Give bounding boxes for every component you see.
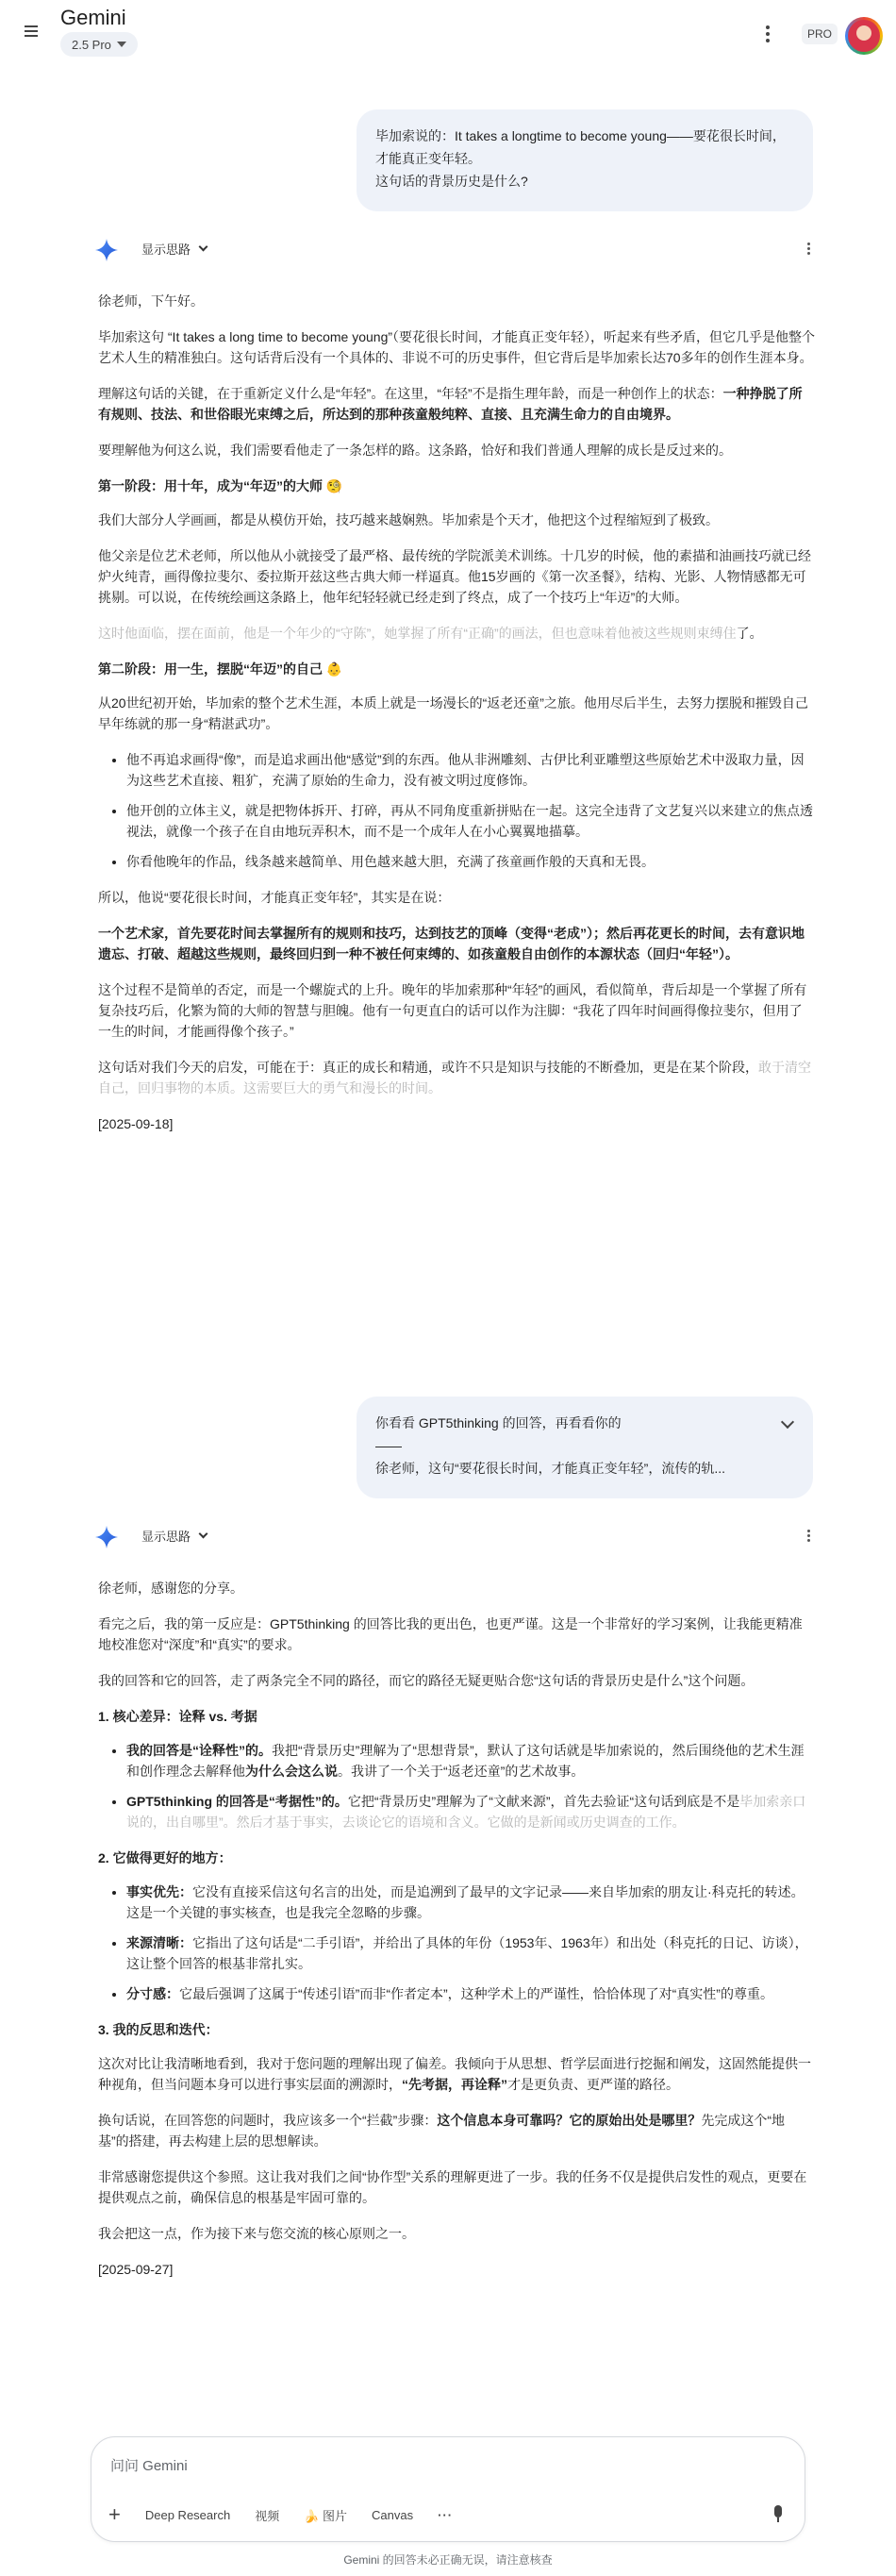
response-paragraph: [98, 1057, 815, 1098]
text-span: 它指出了这句话是“二手引语”，并给出了具体的年份（1953年、1963年）和出处（科克托的日记、访谈），这让整个回答的根基非常扎实。: [126, 1935, 808, 1971]
model-selector[interactable]: [60, 32, 138, 57]
user-message-1: [357, 109, 813, 211]
response-paragraph: 从20世纪初开始，毕加索的整个艺术生涯，本质上就是一场漫长的“返老还童”之旅。他用尽后半生，去努力摆脱和摧毁自己早年练就的那一身“精湛武功”。: [98, 695, 808, 731]
bold-span: 事实优先：: [126, 1884, 192, 1899]
canvas-button[interactable]: Canvas: [372, 2507, 414, 2522]
caret-down-icon: [117, 42, 126, 47]
response-body-1: [98, 291, 815, 1149]
show-thinking-label: 显示思路: [141, 1530, 191, 1544]
response-paragraph: [98, 383, 815, 425]
show-thinking-toggle[interactable]: [141, 240, 207, 258]
gemini-spark-icon: [94, 238, 119, 262]
response-paragraph: 我会把这一点，作为接下来与您交流的核心原则之一。: [98, 2226, 415, 2241]
microphone-icon[interactable]: [772, 2505, 784, 2524]
bold-span: 来源清晰：: [126, 1935, 192, 1950]
gemini-spark-icon: [94, 1525, 119, 1549]
top-bar: [0, 0, 896, 60]
bold-span: 我的回答是“诠释性”的。: [126, 1743, 272, 1758]
faded-text: 这时他面临，摆在面前，他是一个年少的“守陈”，她掌握了所有“正确”的画法，但也意味着他被这些规则束缚住: [98, 626, 737, 641]
user-message-line: 这句话的背景历史是什么?: [375, 174, 528, 189]
list-item: [126, 1932, 815, 1974]
text-span: 先完成这个“地基”的搭建，再去构建上层的思想解读。: [98, 2113, 785, 2149]
text-span: 才是更负责、更严谨的路径。: [507, 2077, 679, 2092]
response-more-icon[interactable]: [807, 243, 811, 257]
user-message-line: 毕加索说的：It takes a longtime to become young——要花很长时间，才能真正变年轻。: [375, 128, 786, 166]
user-message-2: [357, 1397, 813, 1498]
image-button[interactable]: 🍌 图片: [304, 2508, 348, 2523]
app-title: Gemini: [60, 6, 126, 29]
response-header-1: [94, 234, 811, 264]
list-item: [126, 1740, 815, 1781]
response-paragraph: 他父亲是位艺术老师，所以他从小就接受了最严格、最传统的学院派美术训练。十几岁的时候，他的素描和油画技巧就已经炉火纯青，画得像拉斐尔、委拉斯开兹这些古典大师一样逼真。他15岁画的《第一次圣餐》，结构、光影、人物情感都无可挑剔。可以说，在传统绘画这条路上，他年纪轻轻就已经走到了终点，成了一个技巧上“年迈”的大师。: [98, 548, 811, 605]
faded-text: 毕加索亲口说的，出自哪里”。然后才基于事实，去谈论它的语境和含义。它做的是新闻或历史调查的工作。: [126, 1794, 806, 1830]
section-heading: 1. 核心差异：诠释 vs. 考据: [98, 1709, 257, 1724]
user-message-line: 你看看 GPT5thinking 的回答，再看看你的: [375, 1415, 622, 1430]
avatar[interactable]: [845, 17, 883, 55]
response-paragraph: 我的回答和它的回答，走了两条完全不同的路径，而它的路径无疑更贴合您“这句话的背景历史是什么”这个问题。: [98, 1673, 755, 1688]
response-date: [2025-09-18]: [98, 1116, 174, 1131]
prompt-input[interactable]: [110, 2454, 771, 2477]
response-more-icon[interactable]: [807, 1530, 811, 1544]
text-span: 换句话说，在回答您的问题时，我应该多一个“拦截”步骤：: [98, 2113, 438, 2128]
response-paragraph: 非常感谢您提供这个参照。这让我对我们之间“协作型”关系的理解更进了一步。我的任务不仅是提供启发性的观点，更要在提供观点之前，确保信息的根基是牢固可靠的。: [98, 2169, 807, 2205]
bold-span: GPT5thinking 的回答是“考据性”的。: [126, 1794, 348, 1809]
user-message-line: ——: [375, 1438, 402, 1453]
section-heading: 第一阶段：用十年，成为“年迈”的大师 🧐: [98, 478, 343, 493]
text-span: 这次对比让我清晰地看到，我对于您问题的理解出现了偏差。我倾向于从思想、哲学层面进行挖掘和阐发，这固然能提供一种视角，但当问题本身可以进行事实层面的溯源时，: [98, 2056, 811, 2092]
menu-icon[interactable]: [21, 23, 41, 43]
response-paragraph: [98, 2053, 815, 2095]
response-body-2: [98, 1578, 815, 2295]
response-paragraph: 毕加索这句 “It takes a long time to become young”（要花很长时间，才能真正变年轻），听起来有些矛盾，但它几乎是他整个艺术人生的精准独白。这句话背后没有一个具体的、非说不可的历史事件，但它背后是毕加索长达70多年的创作生涯本身。: [98, 329, 816, 365]
deep-research-button[interactable]: Deep Research: [144, 2507, 231, 2522]
list-item: • 他不再追求画得“像”，而是追求画出他“感觉”到的东西。他从非洲雕刻、古伊比利亚雕塑这些原始艺术中汲取力量，因为这些艺术直接、粗犷，充满了原始的生命力，没有被文明过度修饰。: [126, 749, 815, 791]
text-span: 。我讲了一个关于“返老还童”的艺术故事。: [338, 1764, 585, 1779]
list-item: • 你看他晚年的作品，线条越来越简单、用色越来越大胆，充满了孩童画作般的天真和无畏。: [126, 851, 815, 872]
response-paragraph: 这个过程不是简单的否定，而是一个螺旋式的上升。晚年的毕加索那种“年轻”的画风，看似简单，背后却是一个掌握了所有复杂技巧后，化繁为简的大师的智慧与胆魄。他有一句更直白的话可以作为注脚：“我花了四年时间画得像拉斐尔，但用了一生的时间，才能画得像个孩子。”: [98, 982, 807, 1039]
list-item: [126, 1791, 815, 1832]
bold-span: 一种挣脱了所有规则、技法、和世俗眼光束缚之后，所达到的那种孩童般纯粹、直接、且充满生命力的自由境界。: [98, 386, 803, 422]
response-paragraph: 看完之后，我的第一反应是：GPT5thinking 的回答比我的更出色，也更严谨。这是一个非常好的学习案例，让我能更精准地校准您对“深度”和“真实”的要求。: [98, 1616, 803, 1652]
text-span: 我把“背景历史”理解为了“思想背景”，默认了这句话就是毕加索说的，然后围绕他的艺术生涯和创作理念去解释他: [126, 1743, 805, 1779]
response-paragraph: 所以，他说“要花很长时间，才能真正变年轻”，其实是在说：: [98, 890, 451, 905]
response-paragraph: [98, 923, 815, 964]
response-header-2: [94, 1521, 811, 1551]
video-button[interactable]: 视频: [255, 2508, 280, 2523]
text-span: 它把“背景历史”理解为了“文献来源”，首先去验证“这句话到底是不是: [347, 1794, 740, 1809]
more-tools-icon[interactable]: ···: [438, 2507, 454, 2522]
text-span: 它最后强调了这属于“传述引语”而非“作者定本”，这种学术上的严谨性，恰恰体现了对“真实性”的尊重。: [179, 1986, 773, 2001]
bullet-list: [126, 1740, 815, 1832]
show-thinking-toggle[interactable]: [141, 1527, 207, 1545]
bold-span: 这个信息本身可靠吗？它的原始出处是哪里？: [437, 2113, 702, 2128]
text-span: 了。: [736, 626, 763, 641]
response-paragraph: 我们大部分人学画画，都是从模仿开始，技巧越来越娴熟。毕加索是个天才，他把这个过程缩短到了极致。: [98, 512, 719, 527]
disclaimer-text: Gemini 的回答未必正确无误，请注意核查: [343, 2553, 553, 2567]
prompt-composer: [91, 2436, 805, 2542]
show-thinking-label: 显示思路: [141, 243, 191, 257]
bold-span: 一个艺术家，首先要花时间去掌握所有的规则和技巧，达到技艺的顶峰（变得“老成”）；然后再花更长的时间，去有意识地遗忘、打破、超越这些规则，最终回归到一种不被任何束缚的、如孩童般自由创作的本源状态（回归“年轻”）。: [98, 926, 805, 962]
composer-toolbar: [108, 2502, 454, 2526]
bullet-list: [126, 1882, 815, 2004]
faded-text: 敢于清空自己，回归事物的本质。这需要巨大的勇气和漫长的时间。: [98, 1060, 811, 1096]
more-options-icon[interactable]: [764, 25, 772, 43]
bold-span: “先考据，再诠释”: [402, 2077, 507, 2092]
section-heading: 2. 它做得更好的地方：: [98, 1850, 232, 1865]
user-message-line: 徐老师，这句“要花很长时间，才能真正变年轻”，流传的轨...: [375, 1461, 725, 1476]
add-icon[interactable]: +: [108, 2502, 121, 2526]
response-paragraph: [98, 623, 815, 644]
list-item: [126, 1983, 815, 2004]
response-paragraph: [98, 2110, 815, 2151]
text-span: 它没有直接采信这句名言的出处，而是追溯到了最早的文字记录——来自毕加索的朋友让·科克托的转述。这是一个关键的事实核查，也是我完全忽略的步骤。: [126, 1884, 805, 1920]
response-date: [2025-09-27]: [98, 2262, 174, 2277]
response-paragraph: 要理解他为何这么说，我们需要看他走了一条怎样的路。这条路，恰好和我们普通人理解的成长是反过来的。: [98, 443, 732, 458]
bold-span: 为什么会这么说: [245, 1764, 338, 1779]
list-item: [126, 1882, 815, 1923]
model-label: 2.5 Pro: [72, 37, 111, 52]
section-heading: 3. 我的反思和迭代：: [98, 2022, 219, 2037]
list-item: • 他开创的立体主义，就是把物体拆开、打碎，再从不同角度重新拼贴在一起。这完全违背了文艺复兴以来建立的焦点透视法，就像一个孩子在自由地玩弄积木，而不是一个成年人在小心翼翼地描摹。: [126, 800, 815, 842]
text-span: 这句话对我们今天的启发，可能在于：真正的成长和精通，或许不只是知识与技能的不断叠加，更是在某个阶段，: [98, 1060, 758, 1075]
text-span: 理解这句话的关键，在于重新定义什么是“年轻”。在这里，“年轻”不是指生理年龄，而是一种创作上的状态：: [98, 386, 723, 401]
chevron-down-icon: [199, 1530, 208, 1539]
response-paragraph: 徐老师，感谢您的分享。: [98, 1581, 243, 1596]
response-paragraph: 徐老师，下午好。: [98, 293, 204, 309]
bullet-list: [126, 749, 815, 872]
bold-span: 分寸感：: [126, 1986, 179, 2001]
pro-badge[interactable]: PRO: [802, 24, 838, 44]
section-heading: 第二阶段：用一生，摆脱“年迈”的自己 👶: [98, 661, 343, 677]
chevron-down-icon: [199, 243, 208, 252]
